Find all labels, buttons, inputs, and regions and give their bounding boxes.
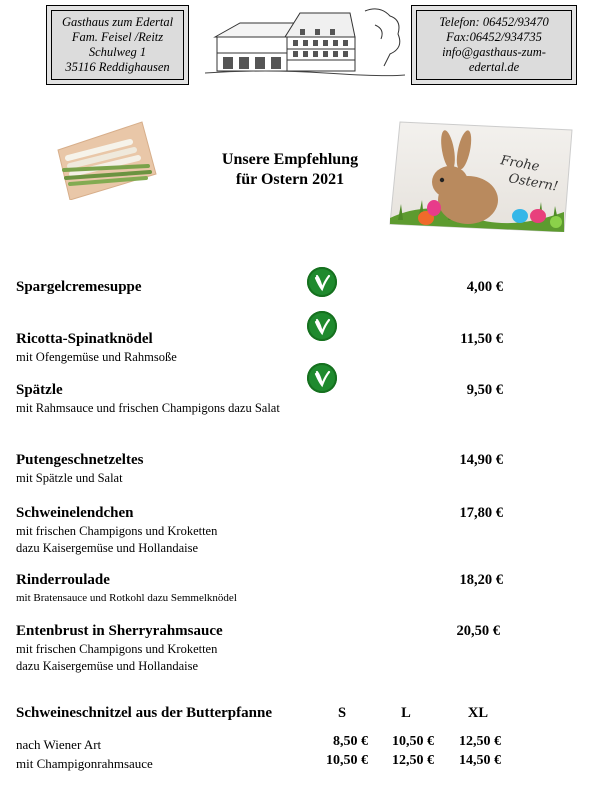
dish-name: Rinderroulade — [16, 572, 110, 588]
dish-description: mit frischen Champigons und Kroketten — [16, 524, 218, 538]
asparagus-photo — [50, 120, 158, 200]
size-header-l: L — [401, 705, 411, 721]
schnitzel-heading: Schweineschnitzel aus der Butterpfanne — [16, 705, 272, 721]
price-s: 10,50 € — [326, 753, 368, 768]
size-header-xl: XL — [467, 705, 489, 721]
price-l: 12,50 € — [392, 753, 434, 768]
vegetarian-icon — [307, 363, 337, 393]
vegetarian-icon — [307, 267, 337, 297]
dish-description: mit Rahmsauce und frischen Champigons dazu Salat — [16, 401, 280, 415]
schnitzel-variant: nach Wiener Art — [16, 737, 102, 752]
inn-building-drawing — [205, 5, 405, 85]
dish-price: 4,00 € — [466, 279, 503, 295]
dish-description: mit Ofengemüse und Rahmsoße — [16, 350, 177, 364]
address-box — [46, 5, 189, 85]
dish-name: Spätzle — [16, 382, 63, 398]
dish-description: mit Bratensauce und Rotkohl dazu Semmelknödel — [16, 592, 237, 604]
dish-price: 14,90 € — [459, 452, 503, 468]
price-xl: 12,50 € — [459, 734, 501, 749]
contact-line: Fax:06452/934735 — [446, 30, 542, 44]
dish-name: Entenbrust in Sherryrahmsauce — [16, 623, 223, 639]
dish-description: dazu Kaisergemüse und Hollandaise — [16, 659, 199, 673]
dish-description: mit frischen Champigons und Kroketten — [16, 642, 218, 656]
dish-name: Schweinelendchen — [16, 505, 134, 521]
vegetarian-icon — [307, 311, 337, 341]
dish-name: Putengeschnetzeltes — [16, 452, 144, 468]
dish-price: 18,20 € — [459, 572, 503, 588]
contact-line: info@gasthaus-zum- — [442, 45, 546, 59]
card-greeting-line1: Frohe — [499, 153, 541, 175]
easter-bunny-card — [388, 120, 573, 232]
dish-description: mit Spätzle und Salat — [16, 471, 123, 485]
dish-name: Spargelcremesuppe — [16, 279, 142, 295]
contact-line: Telefon: 06452/93470 — [439, 15, 549, 29]
address-line: Fam. Feisel /Reitz — [71, 30, 164, 44]
page-title: Unsere Empfehlung für Ostern 2021 — [221, 151, 359, 188]
address-line: 35116 Reddighausen — [65, 60, 170, 74]
address-line: Schulweg 1 — [88, 45, 147, 59]
card-greeting-line2: Ostern! — [507, 171, 560, 195]
size-header-s: S — [337, 705, 347, 721]
address-line: Gasthaus zum Edertal — [61, 15, 174, 29]
price-xl: 14,50 € — [459, 753, 501, 768]
schnitzel-variant: mit Champigonrahmsauce — [16, 756, 153, 771]
price-s: 8,50 € — [333, 734, 368, 749]
dish-price: 9,50 € — [466, 382, 503, 398]
contact-line: edertal.de — [468, 60, 520, 74]
contact-box — [411, 5, 577, 85]
dish-price: 20,50 € — [456, 623, 500, 639]
dish-price: 11,50 € — [460, 331, 503, 347]
dish-price: 17,80 € — [459, 505, 503, 521]
dish-name: Ricotta-Spinatknödel — [16, 331, 153, 347]
dish-description: dazu Kaisergemüse und Hollandaise — [16, 541, 199, 555]
price-l: 10,50 € — [392, 734, 434, 749]
